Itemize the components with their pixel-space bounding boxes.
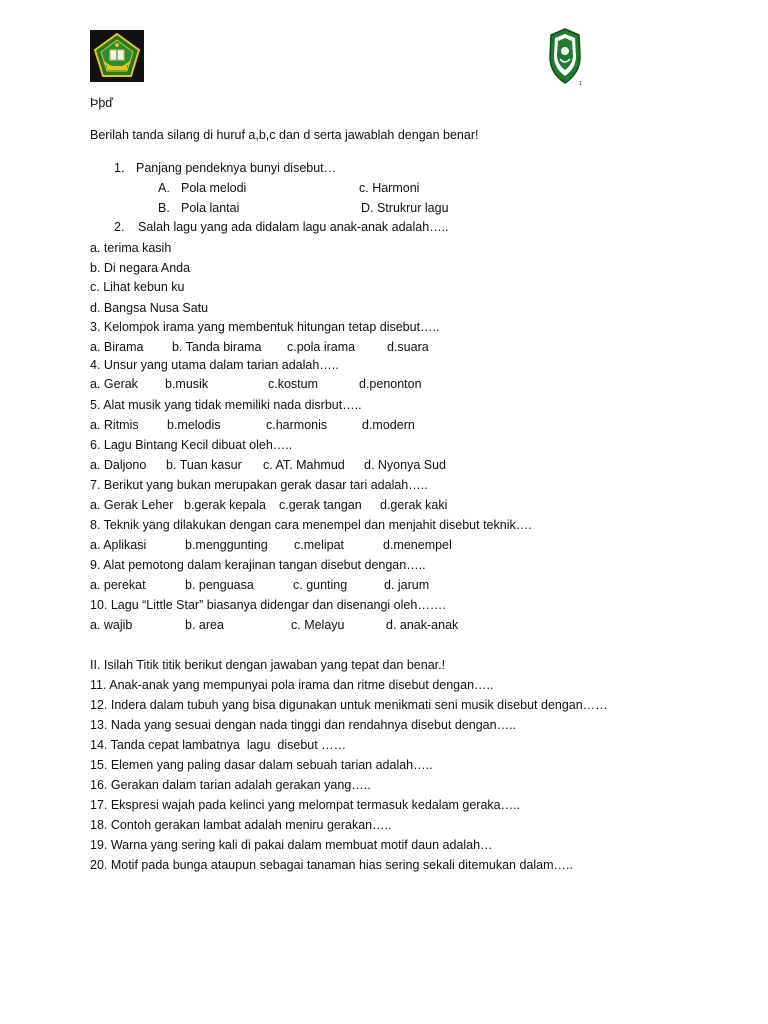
- part2-item-12: 12. Indera dalam tubuh yang bisa digunakan untuk menikmati seni musik disebut dengan……: [90, 698, 608, 712]
- q2-option-b: b. Di negara Anda: [90, 261, 191, 275]
- q1-option-b: Pola lantai: [181, 201, 240, 215]
- q10-text: 10. Lagu “Little Star” biasanya didengar dan disenangi oleh…….: [90, 598, 446, 612]
- header-stray-text: Þþď: [90, 96, 113, 110]
- q3-option-c: c.pola irama: [287, 340, 356, 354]
- q9-option-d: d. jarum: [384, 578, 430, 592]
- q2-option-d: d. Bangsa Nusa Satu: [90, 301, 209, 315]
- q5-option-a: a. Ritmis: [90, 418, 139, 432]
- q3-text: 3. Kelompok irama yang membentuk hitungan tetap disebut…..: [90, 320, 440, 334]
- part2-item-13: 13. Nada yang sesuai dengan nada tinggi dan rendahnya disebut dengan…..: [90, 718, 517, 732]
- q2-number: 2.: [114, 220, 125, 234]
- instructions-text: Berilah tanda silang di huruf a,b,c dan d serta jawablah dengan benar!: [90, 128, 479, 142]
- q8-option-d: d.menempel: [383, 538, 452, 552]
- q10-option-b: b. area: [185, 618, 224, 632]
- q8-option-b: b.menggunting: [185, 538, 268, 552]
- q1-option-a: Pola melodi: [181, 181, 247, 195]
- q1-number: 1.: [114, 161, 125, 175]
- part2-heading: II. Isilah Titik titik berikut dengan jawaban yang tepat dan benar.!: [90, 658, 446, 672]
- q6-text: 6. Lagu Bintang Kecil dibuat oleh…..: [90, 438, 293, 452]
- part2-item-11: 11. Anak-anak yang mempunyai pola irama dan ritme disebut dengan…..: [90, 678, 494, 692]
- q10-option-a: a. wajib: [90, 618, 133, 632]
- ministry-logo-icon: [90, 30, 144, 82]
- q9-text: 9. Alat pemotong dalam kerajinan tangan disebut dengan…..: [90, 558, 426, 572]
- svg-text:1: 1: [579, 81, 583, 87]
- q6-option-a: a. Daljono: [90, 458, 147, 472]
- q7-option-a: a. Gerak Leher: [90, 498, 174, 512]
- q4-option-a: a. Gerak: [90, 377, 138, 391]
- q2-text: Salah lagu yang ada didalam lagu anak-anak adalah…..: [138, 220, 449, 234]
- q6-option-c: c. AT. Mahmud: [263, 458, 345, 472]
- q9-option-c: c. gunting: [293, 578, 348, 592]
- q1-text: Panjang pendeknya bunyi disebut…: [136, 161, 337, 175]
- q9-option-a: a. perekat: [90, 578, 146, 592]
- part2-item-14: 14. Tanda cepat lambatnya lagu disebut ……: [90, 738, 347, 752]
- q5-option-c: c.harmonis: [266, 418, 328, 432]
- q7-option-d: d.gerak kaki: [380, 498, 448, 512]
- q1-option-b-label: B.: [158, 201, 170, 215]
- q4-option-d: d.penonton: [359, 377, 422, 391]
- part2-item-15: 15. Elemen yang paling dasar dalam sebuah tarian adalah…..: [90, 758, 433, 772]
- q2-option-a: a. terima kasih: [90, 241, 172, 255]
- q8-option-a: a. Aplikasi: [90, 538, 147, 552]
- part2-item-19: 19. Warna yang sering kali di pakai dalam membuat motif daun adalah…: [90, 838, 493, 852]
- q3-option-b: b. Tanda birama: [172, 340, 262, 354]
- q7-text: 7. Berikut yang bukan merupakan gerak dasar tari adalah…..: [90, 478, 428, 492]
- q3-option-a: a. Birama: [90, 340, 144, 354]
- q6-option-d: d. Nyonya Sud: [364, 458, 446, 472]
- q1-option-c: c. Harmoni: [359, 181, 420, 195]
- q5-option-d: d.modern: [362, 418, 415, 432]
- q9-option-b: b. penguasa: [185, 578, 254, 592]
- q2-option-c: c. Lihat kebun ku: [90, 280, 185, 294]
- q5-text: 5. Alat musik yang tidak memiliki nada disrbut…..: [90, 398, 362, 412]
- q3-option-d: d.suara: [387, 340, 429, 354]
- q4-option-c: c.kostum: [268, 377, 319, 391]
- q4-option-b: b.musik: [165, 377, 209, 391]
- school-emblem-icon: [546, 27, 584, 87]
- q1-option-a-label: A.: [158, 181, 170, 195]
- part2-item-16: 16. Gerakan dalam tarian adalah gerakan yang…..: [90, 778, 371, 792]
- part2-item-20: 20. Motif pada bunga ataupun sebagai tanaman hias sering sekali ditemukan dalam…..: [90, 858, 573, 872]
- part2-item-18: 18. Contoh gerakan lambat adalah meniru gerakan…..: [90, 818, 392, 832]
- q10-option-c: c. Melayu: [291, 618, 345, 632]
- q7-option-c: c.gerak tangan: [279, 498, 362, 512]
- q8-option-c: c.melipat: [294, 538, 345, 552]
- q7-option-b: b.gerak kepala: [184, 498, 267, 512]
- q6-option-b: b. Tuan kasur: [166, 458, 242, 472]
- q10-option-d: d. anak-anak: [386, 618, 459, 632]
- part2-item-17: 17. Ekspresi wajah pada kelinci yang melompat termasuk kedalam geraka…..: [90, 798, 521, 812]
- q1-option-d: D. Strukrur lagu: [361, 201, 449, 215]
- q4-text: 4. Unsur yang utama dalam tarian adalah…..: [90, 358, 339, 372]
- q5-option-b: b.melodis: [167, 418, 221, 432]
- q8-text: 8. Teknik yang dilakukan dengan cara menempel dan menjahit disebut teknik….: [90, 518, 532, 532]
